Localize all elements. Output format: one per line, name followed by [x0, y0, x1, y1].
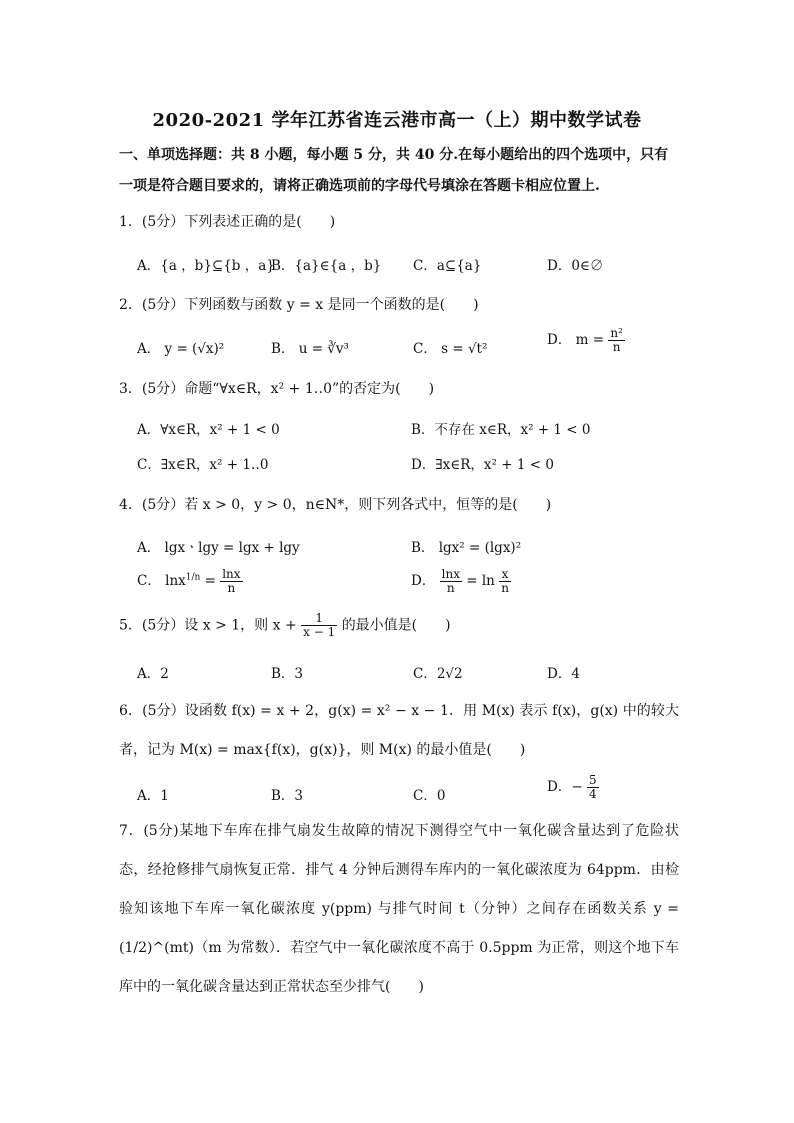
equals-sign: = [204, 573, 216, 589]
q4-option-d-fraction-left [440, 568, 462, 595]
q6-option-c: C．0 [413, 788, 446, 804]
question-7-stem: 7．(5分)某地下车库在排气扇发生故障的情况下测得空气中一氧化碳含量达到了危险状态，经抢修排气扇恢复正常．排气 4 分钟后测得车库内的一氧化碳浓度为 64ppm．由检验知该地下车库一氧化碳浓度 y(ppm) 与排气时间 t（分钟）之间存在函数关系 y = (1/2)^(mt)（m 为常数）．若空气中一氧化碳浓度不高于 0.5ppm 为正常，则这个地下车库中的一氧化碳含量达到正常状态至少排气( ) [119, 823, 679, 995]
fraction-denominator: x − 1 [303, 625, 336, 639]
q6-option-d-prefix: D．− [547, 779, 583, 795]
fraction-denominator: n [227, 581, 236, 595]
q5-stem-fraction [301, 612, 337, 639]
q6-option-b: B．3 [271, 788, 304, 804]
fraction-numerator: x [499, 568, 511, 582]
q4-option-a: A． lgxㆍlgy = lgx + lgy [137, 540, 300, 556]
q5-stem-suffix: 的最小值是( ) [341, 617, 451, 634]
q3-option-c: C．∃x∈R，x² + 1‥0 [137, 457, 269, 473]
q3-option-b: B．不存在 x∈R，x² + 1 < 0 [411, 422, 591, 438]
q5-option-c: C．2√2 [413, 666, 463, 682]
q6-option-a: A．1 [137, 788, 169, 804]
question-1-stem: 1．(5分）下列表述正确的是( ) [119, 214, 336, 230]
section-heading: 一、单项选择题：共 8 小题，每小题 5 分，共 40 分.在每小题给出的四个选项中，只有一项是符合题目要求的，请将正确选项前的字母代号填涂在答题卡相应位置上. [119, 147, 669, 194]
q2-option-d-fraction [608, 327, 625, 354]
q4-option-c-prefix: C． lnx [137, 573, 186, 589]
q5-option-a: A．2 [137, 666, 169, 682]
question-6-stem: 6．(5分）设函数 f(x) = x + 2，g(x) = x² − x − 1．用 M(x) 表示 f(x)，g(x) 中的较大者，记为 M(x) = max{f(x)，g(x)}，则 M(x) 的最小值是( ) [119, 703, 679, 758]
q4-option-b: B． lgx² = (lgx)² [411, 540, 522, 556]
fraction-denominator: 4 [588, 787, 597, 801]
q5-stem-prefix: 5．(5分）设 x > 1，则 x + [119, 617, 297, 634]
q6-option-d [547, 774, 599, 801]
q2-option-b: B． u = ∛v³ [271, 341, 349, 357]
q4-option-c-fraction [220, 568, 242, 595]
fraction-numerator: lnx [222, 567, 241, 581]
q5-option-b: B．3 [271, 666, 304, 682]
fraction-denominator: n [446, 581, 455, 595]
equals-ln: = ln [466, 573, 495, 589]
question-3-stem: 3．(5分）命题“∀x∈R，x² + 1‥0”的否定为( ) [119, 381, 435, 397]
q2-option-a: A． y = (√x)² [137, 341, 225, 357]
fraction-numerator: n² [610, 326, 623, 340]
fraction-numerator: 5 [588, 773, 597, 787]
q1-option-d: D．0∈∅ [547, 258, 604, 274]
question-4-stem: 4．(5分）若 x > 0，y > 0，n∈N*，则下列各式中，恒等的是( ) [119, 497, 552, 513]
fraction-denominator: n [501, 581, 509, 595]
fraction-numerator: lnx [441, 567, 460, 581]
q5-option-d: D．4 [547, 666, 580, 682]
q6-option-d-fraction [587, 774, 599, 801]
q2-option-d [547, 327, 625, 354]
q4-option-c-exponent: 1/n [185, 572, 201, 583]
q2-option-d-prefix: D． m = [547, 332, 605, 348]
fraction-numerator: 1 [301, 612, 337, 626]
question-5-stem [119, 612, 451, 639]
q3-option-d: D．∃x∈R，x² + 1 < 0 [411, 457, 554, 473]
q1-option-a: A．{a ，b}⊆{b ，a} [137, 258, 275, 274]
q3-option-a: A．∀x∈R，x² + 1 < 0 [137, 422, 280, 438]
question-2-stem: 2．(5分）下列函数与函数 y = x 是同一个函数的是( ) [119, 297, 479, 313]
q2-option-c: C． s = √t² [413, 341, 488, 357]
q4-option-d [411, 568, 511, 595]
q4-option-d-fraction-right [499, 568, 511, 595]
q1-option-b: B．{a}∈{a ，b} [271, 258, 382, 274]
q4-option-c [137, 568, 243, 595]
q4-option-d-prefix: D． [411, 573, 436, 589]
q1-option-c: C．a⊆{a} [413, 258, 482, 274]
fraction-denominator: n [612, 340, 621, 354]
page-title: 2020-2021 学年江苏省连云港市高一（上）期中数学试卷 [152, 110, 642, 131]
